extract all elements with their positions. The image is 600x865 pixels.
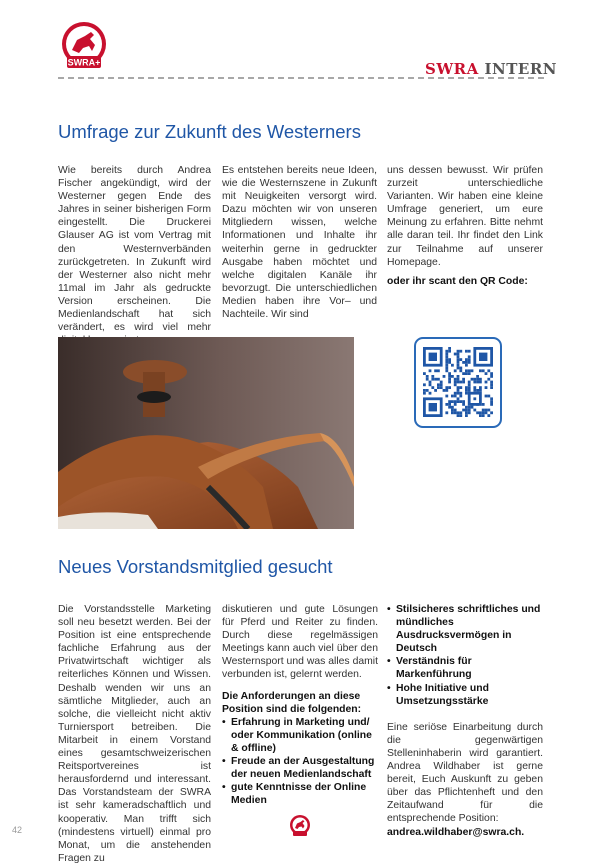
section-title-accent: SWRA <box>425 60 479 78</box>
article2-column-1 <box>58 603 211 865</box>
requirements-list-1 <box>222 716 378 808</box>
section-title <box>425 60 557 78</box>
article2-col1-text: Die Vorstandsstelle Marketing soll neu besetzt werden. Bei der Position ist eine entsprechende fachliche Erfahrung aus der Privatwirtschaft wichtiger als reiterliches Können und Wissen. Deshalb wenden wir uns an sämtliche Mitglieder, auch an solche, die vielleicht nicht aktiv Turniersport betreiben. Die Mitarbeit in einem Vorstand eines gesamtschweizerischen Reitsportvereines ist herausfordernd und interessant. Das Vorstandsteam der SWRA ist sehr kameradschaftlich und kooperativ. Man trifft sich (mindestens virtuell) einmal pro Monat, um die anstehenden Fragen zu <box>58 604 211 864</box>
page-number: 42 <box>12 825 23 835</box>
article2-title: Neues Vorstandsmitglied gesucht <box>58 556 333 577</box>
article1-column-1 <box>58 164 211 347</box>
article1-column-2 <box>222 164 377 321</box>
article2-column-2 <box>222 603 378 807</box>
article2-column-3 <box>387 603 543 839</box>
article1-col2-text: Es entstehen bereits neue Ideen, wie die Westernszene in Zukunft mit Neuigkeiten versorgt wird. Dazu möchten wir von unseren Mitgliedern wissen, welche Informationen und Inhalte ihr weiterhin gerne in gedruckter Ausgabe haben möchtet und welche digitalen Kanäle ihr bevorzugt. Die unterschiedlichen Medien haben ihre Vor– und Nachteile. Wir sind <box>222 165 377 321</box>
requirement-item: • Erfahrung in Marketing und/ oder Kommunikation (online & offline) <box>222 716 378 755</box>
article2-col2-text: diskutieren und gute Lösungen für Pferd und Reiter zu finden. Durch diese regelmässigen Meetings kann auch viel über den Westernsport und was alles damit verbunden ist, gelernt werden. <box>222 604 378 681</box>
contact-email[interactable]: andrea.wildhaber@swra.ch. <box>387 826 525 838</box>
saddle-photo <box>58 337 354 529</box>
requirements-heading: Die Anforderungen an diese Position sind die folgenden: <box>222 690 362 715</box>
article1-column-3 <box>387 164 543 288</box>
qr-pattern <box>423 347 493 417</box>
qr-code[interactable] <box>414 337 502 428</box>
header-divider <box>58 77 544 79</box>
requirement-item: • Stilsicheres schriftliches und mündliches Ausdrucksvermögen in Deutsch <box>387 603 543 655</box>
logo-text: SWRA+ <box>67 57 101 68</box>
requirements-list-2 <box>387 603 543 708</box>
requirement-item: • Freude an der Ausgestaltung der neuen Medienlandschaft <box>222 755 378 781</box>
article1-title: Umfrage zur Zukunft des Westerners <box>58 121 361 142</box>
requirement-item: • gute Kenntnisse der Online Medien <box>222 781 378 807</box>
qr-prompt: oder ihr scant den QR Code: <box>387 275 528 287</box>
article1-col1-text: Wie bereits durch Andrea Fischer angekündigt, wird der Westerner gegen Ende des Jahres in seiner bisherigen Form eingestellt. Die Druckerei Glauser AG ist vom Vertrag mit den Westernverbänden zurückgetreten. In Zukunft wird der Westerner also nicht mehr 11mal im Jahr als gedruckte Version erscheinen. Die Medienlandschaft hat sich verändert, es wird viel mehr <box>58 165 211 334</box>
section-title-rest: INTERN <box>478 60 558 78</box>
requirement-item: • Hohe Initiative und Umsetzungsstärke <box>387 682 543 708</box>
footer-logo-icon <box>288 814 312 838</box>
article2-col3-text: Eine seriöse Einarbeitung durch die gegenwärtigen Stelleninhaberin wird garantiert. Andrea Wildhaber ist gerne bereit, Euch Auskunft zu geben über das Pflichtenheft und den Zeitaufwand für die entsprechende Position: <box>387 721 543 825</box>
swra-logo <box>55 18 113 76</box>
article1-col3-text: uns dessen bewusst. Wir prüfen zurzeit unterschiedliche Varianten. Wir haben eine kleine Umfrage generiert, um eure Meinung zu erfahren. Bitte nehmt alle daran teil. Ihr findet den Link zur Teilnahme auf unserer Homepage. <box>387 165 543 268</box>
requirement-item: • Verständnis für Markenführung <box>387 655 543 681</box>
